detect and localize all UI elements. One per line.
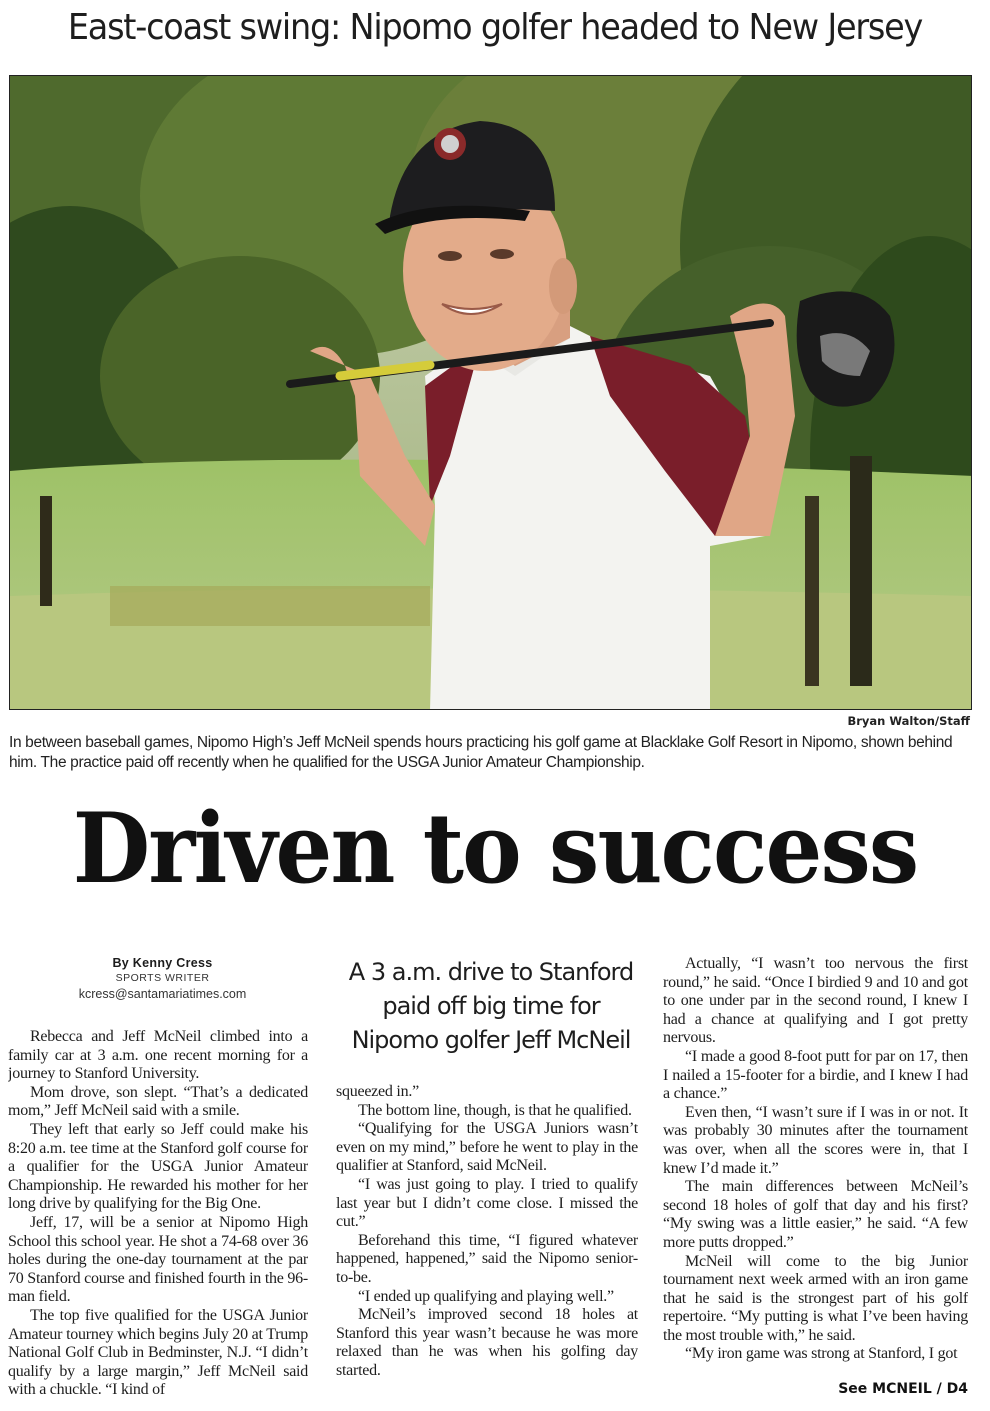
paragraph: Mom drove, son slept. “That’s a dedicated mom,” Jeff McNeil said with a smile. xyxy=(8,1083,308,1120)
paragraph: McNeil’s improved second 18 holes at Stanford this year wasn’t because he was more relaxed than he was when his golfing day started. xyxy=(336,1306,638,1379)
paragraph: Rebecca and Jeff McNeil climbed into a family car at 3 a.m. one recent morning for a journey to Stanford University. xyxy=(8,1028,308,1083)
paragraph: “My iron game was strong at Stanford, I got xyxy=(685,1345,958,1363)
article-column-3 xyxy=(663,955,968,1368)
byline xyxy=(50,955,275,1003)
byline-title: SPORTS WRITER xyxy=(115,972,210,984)
paragraph: They left that early so Jeff could make his 8:20 a.m. tee time at the Stanford golf course for a qualifier for the USGA Junior Amateur Championship. He rewarded his mother for her long drive by qualifying for the Big One. xyxy=(8,1120,308,1213)
paragraph: “I was just going to play. I tried to qualify last year but I didn’t come close. I missed the cut.” xyxy=(336,1175,638,1231)
golfer-photo xyxy=(9,75,972,710)
paragraph: Beforehand this time, “I figured whatever happened, happened,” said the Nipomo senior-to-be. xyxy=(336,1231,638,1286)
golfer-photo-illustration xyxy=(10,76,972,710)
deck-subheadline: A 3 a.m. drive to Stanford paid off big time for Nipomo golfer Jeff McNeil xyxy=(348,958,634,1054)
kicker-headline: East-coast swing: Nipomo golfer headed to New Jersey xyxy=(67,7,923,48)
paragraph: Actually, “I wasn’t too nervous the first round,” he said. “Once I birdied 9 and 10 and got to one under par in the second round, I knew I had a chance at qualifying and I got pretty nervous. xyxy=(663,955,968,1047)
paragraph: The main differences between McNeil’s second 18 holes of golf that day and his first? “My swing was a little easier,” he said. “A few more putts dropped.” xyxy=(663,1178,968,1251)
paragraph: McNeil will come to the big Junior tournament next week armed with an iron game that he said is the strongest part of his golf repertoire. “My putting is what I’ve been having the most trouble with,” he said. xyxy=(663,1252,968,1344)
paragraph: “Qualifying for the USGA Juniors wasn’t even on my mind,” before he went to play in the qualifier at Stanford, said McNeil. xyxy=(336,1120,638,1175)
paragraph: Jeff, 17, will be a senior at Nipomo High School this school year. He shot a 74-68 over 36 holes during the one-day tournament at the par 70 Stanford course and finished fourth in the 96-man field. xyxy=(8,1213,308,1306)
paragraph: squeezed in.” xyxy=(336,1083,419,1100)
paragraph: The bottom line, though, is that he qualified. xyxy=(358,1101,632,1119)
paragraph: “I ended up qualifying and playing well.” xyxy=(358,1287,614,1305)
byline-author: By Kenny Cress xyxy=(112,956,213,970)
photo-credit: Bryan Walton/Staff xyxy=(847,714,970,728)
paragraph: Even then, “I wasn’t sure if I was in or not. It was probably 30 minutes after the tournament was over, when all the scores were in, that I knew I’d made it.” xyxy=(663,1103,968,1177)
main-headline: Driven to success xyxy=(72,792,918,905)
byline-email: kcress@santamariatimes.com xyxy=(78,987,247,1001)
photo-caption: In between baseball games, Nipomo High’s Jeff McNeil spends hours practicing his golf game at Blacklake Golf Resort in Nipomo, shown behind him. The practice paid off recently when he qualified for the USGA Junior Amateur Championship. xyxy=(9,734,953,771)
jump-line: See MCNEIL / D4 xyxy=(838,1381,968,1397)
paragraph: “I made a good 8-foot putt for par on 17, then I nailed a 15-footer for a birdie, and I knew I had a chance.” xyxy=(663,1047,968,1103)
paragraph: The top five qualified for the USGA Junior Amateur tourney which begins July 20 at Trump National Golf Club in Bedminster, N.J. “I didn’t qualify by a large margin,” Jeff McNeil said with a chuckle. “I kind of xyxy=(8,1306,308,1399)
article-column-2 xyxy=(336,1083,638,1400)
article-column-1 xyxy=(8,1028,308,1400)
